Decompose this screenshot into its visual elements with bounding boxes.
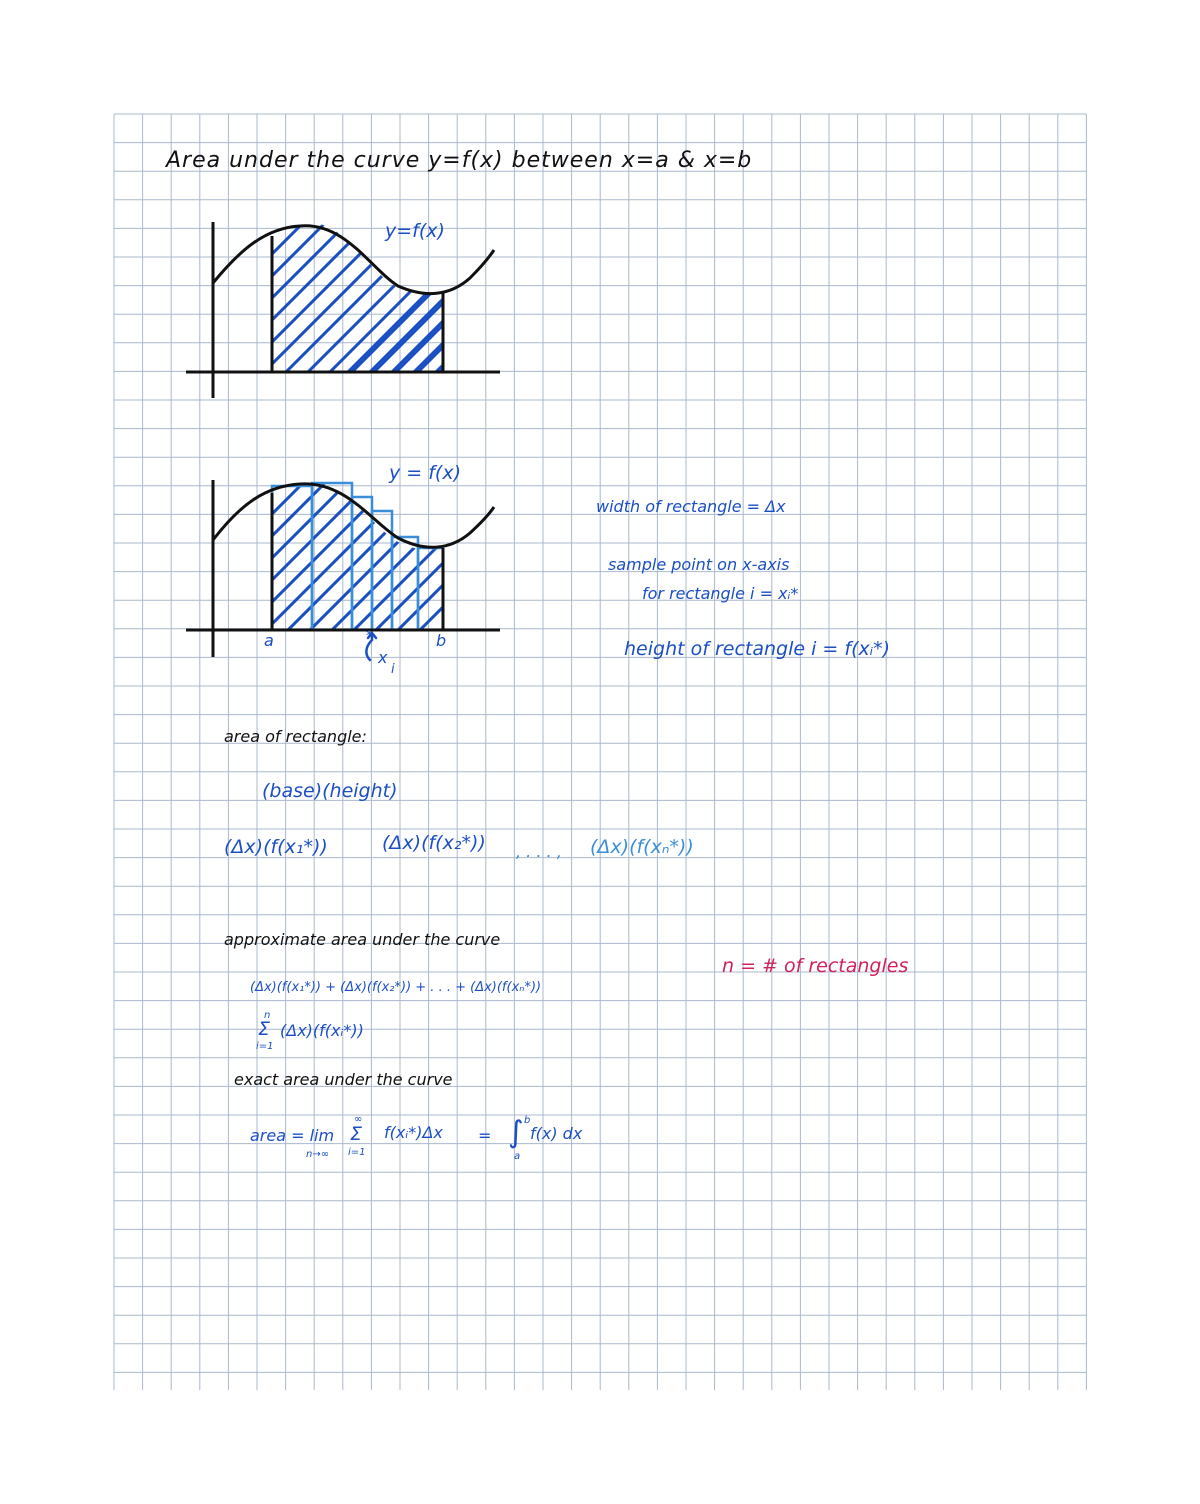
exact-lim-sub: n→∞ bbox=[306, 1149, 330, 1160]
curve-label-2: y = f(x) bbox=[389, 462, 462, 484]
product-2: (Δx)(f(x₂*)) bbox=[382, 832, 486, 854]
hatch-line bbox=[412, 200, 612, 400]
hatch-line bbox=[236, 200, 696, 660]
exact-sigma: Σ bbox=[350, 1123, 363, 1145]
integral-sign: ∫ bbox=[508, 1115, 524, 1150]
rectangle-4 bbox=[372, 511, 392, 630]
note-height: height of rectangle i = f(xᵢ*) bbox=[624, 638, 891, 660]
hatch-line bbox=[236, 200, 436, 400]
hatch-line bbox=[368, 200, 568, 400]
hatch-line bbox=[126, 200, 326, 400]
hatch-line bbox=[302, 200, 502, 400]
hatch-line bbox=[522, 200, 722, 400]
approx-sum: (Δx)(f(x₁*)) + (Δx)(f(x₂*)) + . . . + (Δx)(f(xₙ*)) bbox=[250, 980, 542, 995]
curve-label-1: y=f(x) bbox=[385, 220, 445, 242]
hatch-line bbox=[192, 200, 652, 660]
approx-sigma-body: (Δx)(f(xᵢ*)) bbox=[280, 1021, 364, 1040]
approx-sigma-bottom: i=1 bbox=[256, 1041, 274, 1052]
hatch-line bbox=[346, 200, 546, 400]
hatch-line bbox=[258, 200, 458, 400]
sample-point-label: x bbox=[378, 648, 388, 667]
note-sample-line2: for rectangle i = xᵢ* bbox=[642, 584, 799, 603]
integrand: f(x) dx bbox=[530, 1124, 583, 1143]
hatch-line bbox=[192, 200, 392, 400]
hatch-line bbox=[214, 200, 414, 400]
tick-label-a: a bbox=[264, 631, 274, 650]
note-width: width of rectangle = Δx bbox=[596, 497, 786, 516]
area-heading: area of rectangle: bbox=[224, 727, 367, 746]
approx-heading: approximate area under the curve bbox=[224, 930, 501, 949]
hatch-line bbox=[500, 200, 700, 400]
sample-point-star: * bbox=[366, 629, 373, 644]
hatch-line bbox=[104, 200, 564, 660]
rectangle-5 bbox=[392, 537, 418, 630]
exact-sigma-bottom: i=1 bbox=[348, 1147, 366, 1158]
exact-sum-body: f(xᵢ*)Δx bbox=[384, 1123, 443, 1142]
integral-lower-limit: a bbox=[514, 1151, 521, 1162]
sample-point-subscript: i bbox=[391, 662, 395, 677]
n-definition: n = # of rectangles bbox=[722, 955, 909, 977]
approx-sigma-top: n bbox=[264, 1010, 271, 1021]
hatch-line bbox=[170, 200, 630, 660]
area-formula: (base)(height) bbox=[262, 780, 398, 802]
product-n: (Δx)(f(xₙ*)) bbox=[590, 836, 694, 858]
exact-lhs: area = lim bbox=[250, 1126, 335, 1145]
product-dots: , . . . , bbox=[516, 842, 562, 861]
tick-label-b: b bbox=[436, 631, 447, 650]
hatch-line bbox=[544, 200, 744, 400]
hatch-line bbox=[390, 200, 590, 400]
approx-sigma: Σ bbox=[258, 1018, 271, 1040]
hatch-line bbox=[148, 200, 608, 660]
hatch-line bbox=[60, 200, 260, 400]
hatch-line bbox=[456, 200, 656, 400]
page-title: Area under the curve y=f(x) between x=a & x=b bbox=[166, 148, 753, 173]
curve bbox=[213, 484, 494, 547]
note-sample-line1: sample point on x-axis bbox=[608, 555, 790, 574]
hatch-line bbox=[104, 200, 304, 400]
hatch-line bbox=[478, 200, 678, 400]
hatch-line bbox=[148, 200, 348, 400]
shaded-area-hatch bbox=[60, 200, 1004, 660]
exact-heading: exact area under the curve bbox=[234, 1070, 453, 1089]
hatch-line bbox=[434, 200, 634, 400]
hatch-line bbox=[324, 200, 524, 400]
hatch-line bbox=[82, 200, 282, 400]
exact-equals: = bbox=[478, 1126, 492, 1145]
integral-upper-limit: b bbox=[524, 1115, 531, 1126]
product-1: (Δx)(f(x₁*)) bbox=[224, 836, 328, 858]
hatch-line bbox=[170, 200, 370, 400]
exact-sigma-top: ∞ bbox=[354, 1114, 363, 1125]
hatch-line bbox=[60, 200, 520, 660]
hatch-line bbox=[126, 200, 586, 660]
hatch-line bbox=[280, 200, 480, 400]
